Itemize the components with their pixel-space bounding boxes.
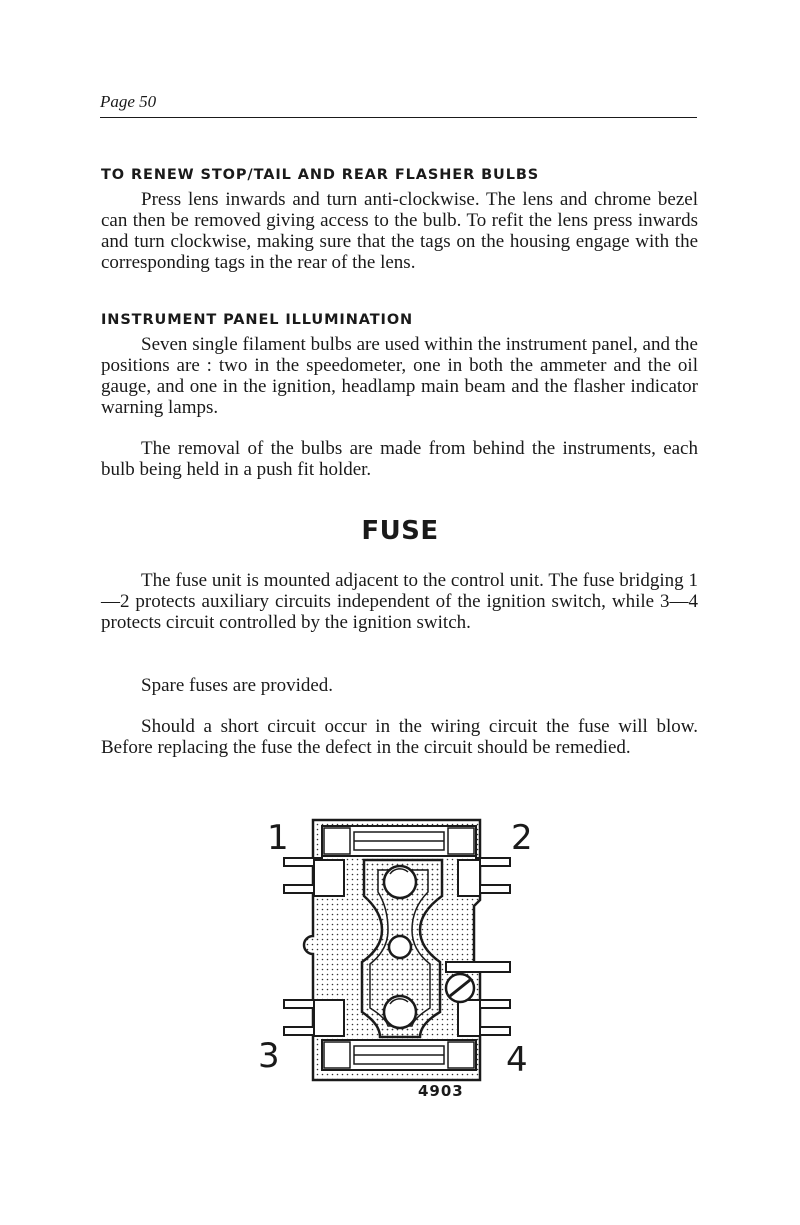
paragraph-bulb-removal: [101, 438, 698, 480]
paragraph-short-circuit: [101, 716, 698, 758]
paragraph-spare-fuses: [101, 675, 698, 696]
fuse-cartridge-bottom: [322, 1040, 476, 1070]
page-header: Page 50: [100, 92, 157, 111]
paragraph-fuse-unit-text: The fuse unit is mounted adjacent to the control unit. The fuse bridging 1—2 protects auxiliary circuits independent of the ignition switch, while 3—4 protects circuit controlled by the ignition switch.: [101, 570, 698, 633]
terminal-label-2: 2: [511, 818, 533, 858]
terminal-label-3: 3: [258, 1036, 280, 1076]
contact-studs: [384, 866, 416, 1028]
terminal-label-4: 4: [506, 1040, 528, 1080]
fuse-unit-diagram: [270, 812, 530, 1087]
header-rule: [100, 117, 697, 118]
mounting-screw-icon: [446, 974, 474, 1002]
paragraph-stop-tail-text: Press lens inwards and turn anti-clockwise. The lens and chrome bezel can then be removed giving access to the bulb. To refit the lens press inwards and turn clockwise, making sure that the tags on the housing engage with the corresponding tags in the rear of the lens.: [101, 189, 698, 273]
section-title-fuse: FUSE: [361, 516, 439, 546]
fuse-cartridge-top: [322, 826, 476, 856]
paragraph-fuse-unit: [101, 570, 698, 633]
section-heading-instrument-panel: INSTRUMENT PANEL ILLUMINATION: [101, 312, 414, 328]
paragraph-short-circuit-text: Should a short circuit occur in the wiring circuit the fuse will blow. Before replacing the fuse the defect in the circuit should be remedied.: [101, 716, 698, 758]
paragraph-stop-tail: [101, 189, 698, 273]
paragraph-instrument-panel: [101, 334, 698, 418]
paragraph-bulb-removal-text: The removal of the bulbs are made from behind the instruments, each bulb being held in a push fit holder.: [101, 438, 698, 480]
figure-number: 4903: [418, 1082, 464, 1100]
paragraph-spare-fuses-text: Spare fuses are provided.: [141, 675, 334, 696]
paragraph-instrument-panel-text: Seven single filament bulbs are used within the instrument panel, and the positions are : two in the speedometer, one in both the ammeter and the oil gauge, and one in the ignition, headlamp main beam and the flasher indicator warning lamps.: [101, 334, 698, 418]
section-heading-stop-tail: TO RENEW STOP/TAIL AND REAR FLASHER BULBS: [101, 167, 540, 183]
terminal-label-1: 1: [267, 818, 289, 858]
